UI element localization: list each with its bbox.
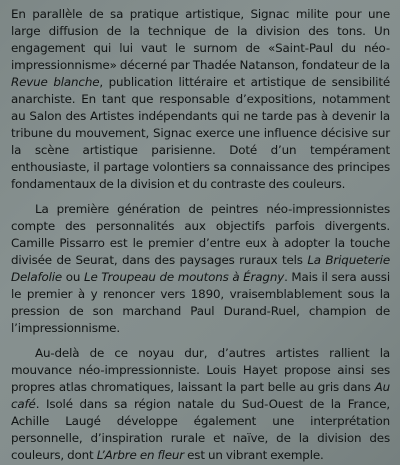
work-title: Le Troupeau de moutons à Éragny	[83, 270, 285, 284]
work-title: La Briqueterie Delafolie	[11, 253, 390, 284]
text-run: . Isolé dans sa région natale du Sud-Ouest de la France, Achille Laugé développe également une interprétation personnelle, d’inspiration rurale et naïve, de la division des couleurs, dont	[11, 397, 390, 462]
text-run: En parallèle de sa pratique artistique, Signac milite pour une large diffusion de la technique de la division des tons. Un engagement qui lui vaut le surnom de «Saint-Paul du néo-impressionnisme» décerné par Thadée Natanson, fondateur de la	[11, 7, 390, 72]
work-title: Au café	[11, 380, 390, 411]
paragraph-signac	[11, 6, 390, 193]
text-run: est un vibrant exemple.	[184, 448, 324, 462]
text-run: . Mais il sera aussi le premier à y renoncer vers 1890, vraisemblablement sous la pression de son marchand Paul Durand-Ruel, champion de l’impressionnisme.	[11, 270, 390, 335]
paragraph-other-artists	[11, 345, 390, 464]
work-title: L’Arbre en fleur	[96, 448, 184, 462]
paragraph-first-generation	[11, 201, 390, 337]
text-run: Au-delà de ce noyau dur, d’autres artistes rallient la mouvance néo-impressionniste. Louis Hayet propose ainsi ses propres atlas chromatiques, laissant la part belle au gris dans	[11, 346, 390, 394]
work-title: Revue blanche	[11, 75, 100, 89]
text-run: , publication littéraire et artistique de sensibilité anarchiste. En tant que responsable d’expositions, notamment au Salon des Artistes indépendants qui ne tarde pas à devenir la tribune du mouvement, Signac exerce une influence décisive sur la scène artistique parisienne. Doté d’un tempérament enthousiaste, il partage volontiers sa connaissance des principes fondamentaux de la division et du contraste des couleurs.	[11, 75, 390, 191]
paragraph-gap	[11, 193, 390, 201]
paragraph-gap	[11, 337, 390, 345]
text-run: La première génération de peintres néo-impressionnistes compte des personnalités aux objectifs parfois divergents. Camille Pissarro est le premier d’entre eux à adopter la touche divisée de Seurat, dans des paysages ruraux tels	[11, 202, 390, 267]
text-run: ou	[62, 270, 84, 284]
